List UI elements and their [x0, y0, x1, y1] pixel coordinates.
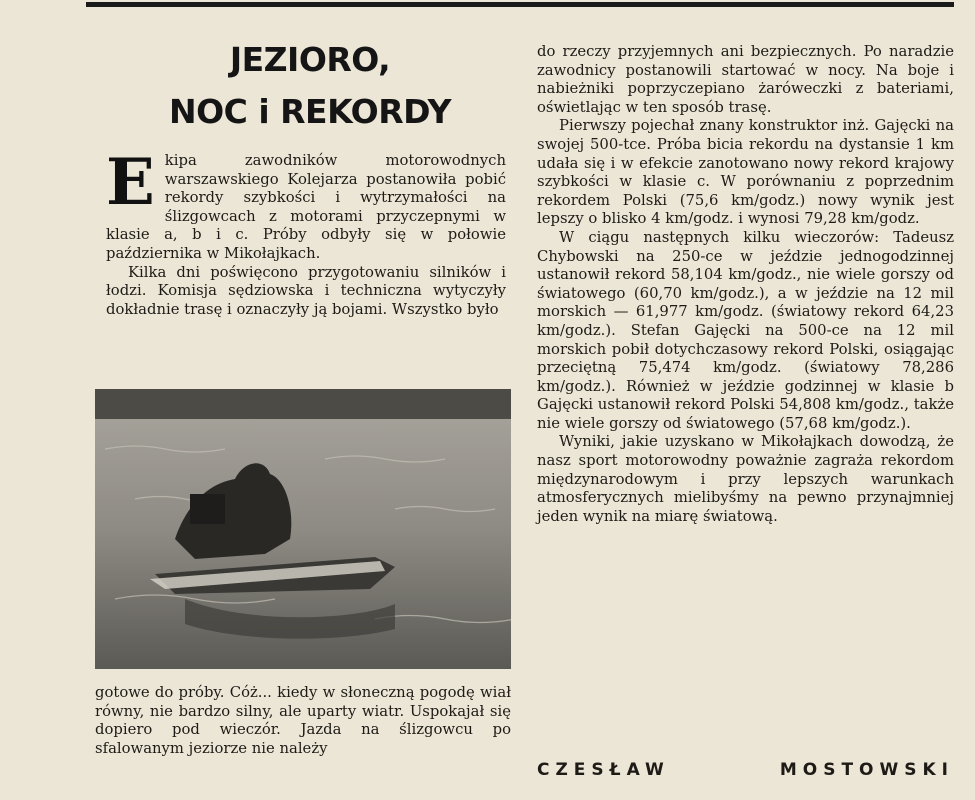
paragraph-preparation: Kilka dni poświęcono przygotowaniu silników i łodzi. Komisja sędziowska i techniczna wytyczyły dokładnie trasę i oznaczyły ją bojami. Wszystko było — [106, 263, 506, 318]
paragraph-gajecki-record: Pierwszy pojechał znany konstruktor inż. Gajęcki na swojej 500-tce. Próba bicia rekordu na dystansie 1 km udała się i w efekcie zanotowano nowy rekord krajowy szybkości w klasie c. W porównaniu z poprzednim rekordem Polski (75,6 km/godz.) nowy wynik jest lepszy o blisko 4 km/godz. i wynosi 79,28 km/godz. — [537, 117, 954, 228]
paragraph-results: Wyniki, jakie uzyskano w Mikołajkach dowodzą, że nasz sport motorowodny poważnie zagraża rekordom międzynarodowym i przy lepszych warunkach atmosferycznych mielibyśmy na pewno przynajmniej jeden wynik na miarę światową. — [537, 433, 954, 525]
left-lower-column — [95, 684, 511, 758]
author-first-name: CZESŁAW — [537, 760, 670, 780]
drop-cap: E — [106, 145, 155, 220]
speedboat-photo-graphic — [95, 389, 511, 669]
top-rule — [86, 2, 954, 7]
headline-line-2: NOC i REKORDY — [168, 92, 452, 131]
intro-paragraph-text: kipa zawodników motorowodnych warszawskiego Kolejarza postanowiła pobić rekordy szybkości i wytrzymałości na ślizgowcach z motorami przyczepnymi w klasie a, b i c. Próby odbyły się w połowie października w Mikołajkach. — [106, 152, 506, 262]
headline-line-1: JEZIORO, — [229, 40, 391, 79]
author-last-name: MOSTOWSKI — [779, 760, 954, 780]
intro-paragraph — [106, 145, 506, 264]
paragraph-following-evenings: W ciągu następnych kilku wieczorów: Tadeusz Chybowski na 250-ce w jeździe jednogodzinnej ustanowił rekord 58,104 km/godz., nie wiele gorszy od światowego (60,70 km/godz.), a w jeździe na 12 mil morskich — 61,977 km/godz. (światowy rekord 64,23 km/godz.). Stefan Gajęcki na 500-ce na 12 mil morskich pobił dotychczasowy rekord Polski, osiągając przeciętną 75,474 km/godz. (światowy 78,286 km/godz.). Również w jeździe godzinnej w klasie b Gajęcki ustanowił rekord Polski 54,808 km/godz., także nie wiele gorszy od światowego (57,68 km/godz.). — [537, 228, 954, 432]
right-column — [537, 43, 954, 526]
paragraph-night-start: do rzeczy przyjemnych ani bezpiecznych. Po naradzie zawodnicy postanowili startować w nocy. Na boje i nabieżniki poprzyczepiano żaróweczki z bateriami, oświetlając w ten sposób trasę. — [537, 43, 954, 116]
paragraph-preparation-continued: gotowe do próby. Cóż... kiedy w słoneczną pogodę wiał równy, nie bardzo silny, ale uparty wiatr. Uspokajał się dopiero pod wieczór. Jazda na ślizgowcu po sfalowanym jeziorze nie należy — [95, 684, 511, 757]
speedboat-photo — [95, 389, 511, 669]
author-byline — [537, 760, 954, 780]
intro-column — [106, 145, 506, 319]
